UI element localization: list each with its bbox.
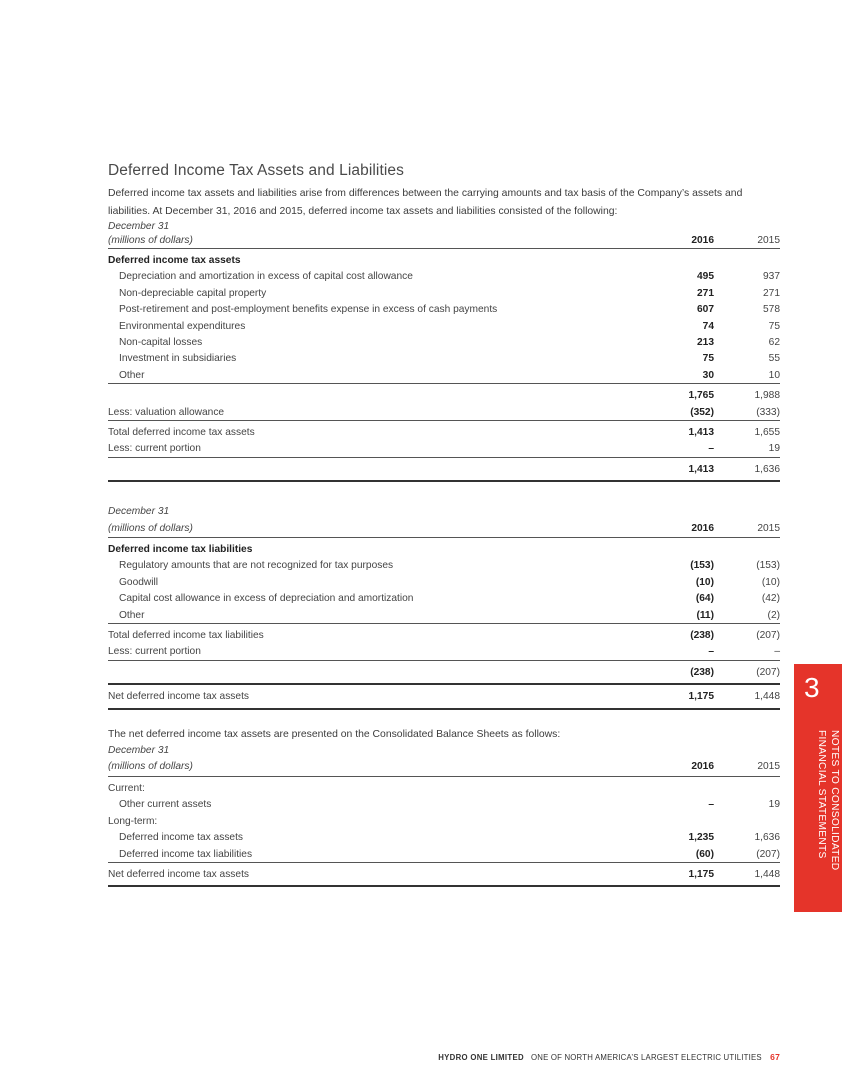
section-tab-line1: NOTES TO CONSOLIDATED (829, 730, 840, 871)
intro-paragraph: Deferred income tax assets and liabilities arise from differences between the carrying amounts and tax basis of the Company’s assets and liabilities. At December 31, 2016 and 2015, deferred income tax assets and liabilities consisted of the following: (108, 188, 743, 217)
balance-sheet-intro: The net deferred income tax assets are presented on the Consolidated Balance Sheets as follows: (108, 729, 561, 740)
value-2015: 19 (768, 443, 780, 455)
row-label: Depreciation and amortization in excess of capital cost allowance (119, 271, 413, 283)
total-label: Total deferred income tax liabilities (108, 629, 264, 641)
row-label: Other (119, 369, 145, 381)
row-label: Deferred income tax assets (119, 832, 244, 844)
subtotal-2016: 1,765 (688, 390, 714, 402)
value-2016: 213 (697, 336, 714, 348)
value-2015: 1,655 (754, 426, 780, 438)
section-label: Deferred income tax liabilities (108, 544, 253, 555)
net-assets-label: Net deferred income tax assets (108, 691, 249, 703)
value-2015: 10 (768, 369, 780, 381)
value-2015: 578 (763, 304, 780, 316)
row-label: Non-capital losses (119, 336, 203, 348)
value-2016: 495 (697, 271, 714, 283)
net-2015: 1,636 (754, 463, 780, 475)
section-side-tab (794, 664, 842, 912)
net-2016: 1,413 (688, 463, 714, 475)
subtotal-rule (108, 457, 780, 458)
row-label: Non-depreciable capital property (119, 287, 267, 299)
deferred-tax-liabilities-table (108, 505, 780, 706)
section-label: Deferred income tax assets (108, 255, 241, 266)
value-2016: – (708, 646, 714, 658)
total-rule (108, 708, 780, 710)
header-units: (millions of dollars) (108, 761, 193, 772)
total-label: Total deferred income tax assets (108, 426, 255, 438)
valuation-label: Less: valuation allowance (108, 406, 225, 418)
value-2016: 1,175 (688, 868, 714, 880)
value-2016: 1,175 (688, 691, 714, 703)
value-2016: (64) (695, 593, 714, 605)
value-2016: 271 (697, 287, 714, 299)
row-label: Capital cost allowance in excess of depreciation and amortization (119, 593, 414, 605)
page-number: 67 (770, 1052, 780, 1062)
longterm-label: Long-term: (108, 815, 158, 827)
value-2015: 62 (768, 336, 780, 348)
value-2016: 1,413 (688, 426, 714, 438)
value-2016: – (708, 799, 714, 811)
value-2016: 74 (702, 320, 714, 332)
col-header-2015: 2015 (757, 761, 780, 772)
value-2015: – (774, 646, 780, 658)
net-label: Net deferred income tax assets (108, 868, 249, 880)
value-2015: 75 (768, 320, 780, 332)
value-2016: 75 (702, 353, 714, 365)
total-rule (108, 480, 780, 482)
net-2016: (238) (690, 666, 714, 678)
value-2016: 607 (697, 304, 714, 316)
current-label: Current: (108, 783, 145, 794)
value-2016: (60) (695, 848, 714, 860)
section-number: 3 (804, 672, 820, 703)
value-2016: – (708, 443, 714, 455)
value-2015: 937 (763, 271, 780, 283)
row-label: Post-retirement and post-employment benefits expense in excess of cash payments (119, 304, 498, 316)
col-header-2016: 2016 (691, 235, 714, 246)
col-header-2015: 2015 (757, 523, 780, 534)
section-tab-line2: FINANCIAL STATEMENTS (816, 730, 828, 859)
section-title: Deferred Income Tax Assets and Liabilities (108, 162, 404, 179)
page-footer (438, 1052, 780, 1062)
value-2016: (10) (695, 576, 714, 588)
value-2015: (333) (756, 406, 780, 418)
subtotal-rule (108, 623, 780, 624)
header-units: (millions of dollars) (108, 235, 193, 246)
subtotal-rule (108, 862, 780, 863)
col-header-2016: 2016 (691, 761, 714, 772)
total-rule (108, 683, 780, 685)
row-label: Deferred income tax liabilities (119, 848, 253, 860)
value-2015: 55 (768, 353, 780, 365)
header-date: December 31 (108, 506, 170, 517)
total-rule (108, 885, 780, 887)
value-2016: (153) (690, 560, 714, 572)
value-2015: (207) (756, 629, 780, 641)
subtotal-rule (108, 660, 780, 661)
header-units: (millions of dollars) (108, 523, 193, 534)
footer-brand: HYDRO ONE LIMITED (438, 1053, 524, 1062)
deferred-tax-assets-table (108, 220, 780, 478)
value-2016: (11) (696, 609, 714, 621)
row-label: Investment in subsidiaries (119, 353, 237, 365)
section-tab-label (815, 730, 840, 870)
value-2015: (10) (761, 576, 780, 588)
net-2015: (207) (756, 666, 780, 678)
value-2015: 19 (768, 799, 780, 811)
col-header-2015: 2015 (757, 235, 780, 246)
balance-sheet-table (108, 744, 780, 883)
header-date: December 31 (108, 745, 170, 756)
value-2015: (207) (756, 848, 780, 860)
current-portion-label: Less: current portion (108, 443, 201, 455)
value-2015: 1,636 (754, 832, 780, 844)
value-2016: (352) (690, 406, 714, 418)
value-2016: 30 (702, 369, 714, 381)
value-2015: 1,448 (754, 868, 780, 880)
row-label: Environmental expenditures (119, 320, 246, 332)
subtotal-rule (108, 420, 780, 421)
row-label: Other (119, 609, 145, 621)
value-2016: 1,235 (688, 832, 714, 844)
footer-tagline: ONE OF NORTH AMERICA’S LARGEST ELECTRIC UTILITIES (531, 1053, 762, 1062)
subtotal-2015: 1,988 (754, 390, 780, 402)
value-2015: (42) (761, 593, 780, 605)
value-2016: (238) (690, 629, 714, 641)
current-portion-label: Less: current portion (108, 646, 201, 658)
value-2015: (153) (756, 560, 780, 572)
row-label: Goodwill (119, 576, 159, 588)
row-label: Other current assets (119, 799, 212, 811)
col-header-2016: 2016 (691, 523, 714, 534)
header-date: December 31 (108, 221, 170, 232)
value-2015: 1,448 (754, 691, 780, 703)
value-2015: (2) (767, 609, 780, 621)
row-label: Regulatory amounts that are not recognized for tax purposes (119, 560, 394, 572)
subtotal-rule (108, 383, 780, 384)
value-2015: 271 (763, 287, 780, 299)
